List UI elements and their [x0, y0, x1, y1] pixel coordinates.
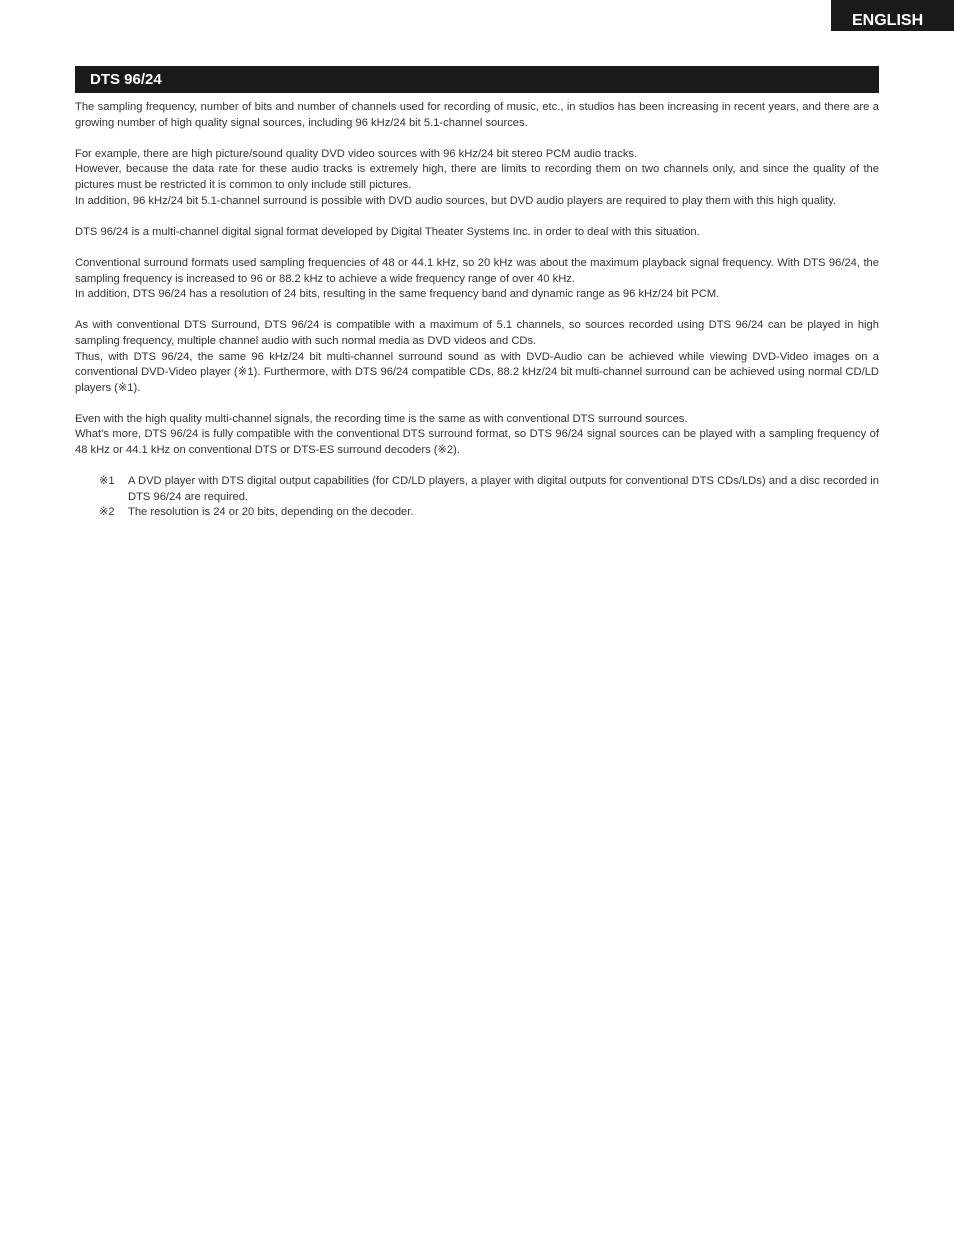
paragraph-compatibility: [75, 318, 879, 396]
language-tab: ENGLISH: [831, 0, 954, 31]
footnote-list: [75, 474, 879, 521]
footnote-mark: ※2: [99, 506, 115, 519]
paragraph-line: Conventional surround formats used sampling frequencies of 48 or 44.1 kHz, so 20 kHz was about the maximum playback signal frequency. With DTS 96/24, the sampling frequency is increased to 96 or 88.2 kHz to achieve a wide frequency range of over 40 kHz.: [75, 256, 879, 285]
paragraph-format-definition: [75, 225, 879, 241]
paragraph-line: The sampling frequency, number of bits and number of channels used for recording of music, etc., in studios has been increasing in recent years, and there are a growing number of high quality signal sources, including 96 kHz/24 bit 5.1-channel sources.: [75, 101, 879, 129]
section-title-bar: DTS 96/24: [75, 66, 879, 93]
paragraph-line: In addition, DTS 96/24 has a resolution of 24 bits, resulting in the same frequency band and dynamic range as 96 kHz/24 bit PCM.: [75, 288, 720, 301]
paragraph-dvd-video: [75, 147, 879, 209]
paragraph-line: As with conventional DTS Surround, DTS 96/24 is compatible with a maximum of 5.1 channels, so sources recorded using DTS 96/24 can be played in high sampling frequency, multiple channel audio with such normal media as DVD videos and CDs.: [75, 319, 879, 347]
paragraph-line: DTS 96/24 is a multi-channel digital signal format developed by Digital Theater Systems Inc. in order to deal with this situation.: [75, 225, 700, 238]
document-body: [75, 100, 879, 521]
footnote-text: A DVD player with DTS digital output capabilities (for CD/LD players, a player with digital outputs for conventional DTS CDs/LDs) and a disc recorded in DTS 96/24 are required.: [128, 475, 879, 503]
paragraph-sampling-frequency: [75, 256, 879, 303]
paragraph-line: For example, there are high picture/sound quality DVD video sources with 96 kHz/24 bit stereo PCM audio tracks.: [75, 147, 638, 160]
paragraph-line: In addition, 96 kHz/24 bit 5.1-channel surround is possible with DVD audio sources, but DVD audio players are required to play them with this high quality.: [75, 194, 836, 207]
paragraph-intro: [75, 100, 879, 131]
paragraph-line: However, because the data rate for these audio tracks is extremely high, there are limits to recording them on two channels only, and since the quality of the pictures must be restricted it is common to only include still pictures.: [75, 163, 879, 191]
footnote-text: The resolution is 24 or 20 bits, depending on the decoder.: [128, 506, 414, 519]
footnote-mark: ※1: [99, 475, 115, 488]
paragraph-line: What’s more, DTS 96/24 is fully compatible with the conventional DTS surround format, so DTS 96/24 signal sources can be played with a sampling frequency of 48 kHz or 44.1 kHz on conventional DTS or DTS-ES surround decoders (※2).: [75, 428, 879, 457]
footnote-item: [99, 474, 879, 505]
paragraph-line: Even with the high quality multi-channel signals, the recording time is the same as with conventional DTS surround sources.: [75, 412, 688, 425]
footnote-item: [99, 505, 879, 521]
paragraph-line: Thus, with DTS 96/24, the same 96 kHz/24 bit multi-channel surround sound as with DVD-Audio can be achieved while viewing DVD-Video images on a conventional DVD-Video player (※1). Furthermore, with DTS 96/24 compatible CDs, 88.2 kHz/24 bit multi-channel surround can be achieved using normal CD/LD players (※1).: [75, 350, 879, 394]
paragraph-recording-time: [75, 412, 879, 459]
